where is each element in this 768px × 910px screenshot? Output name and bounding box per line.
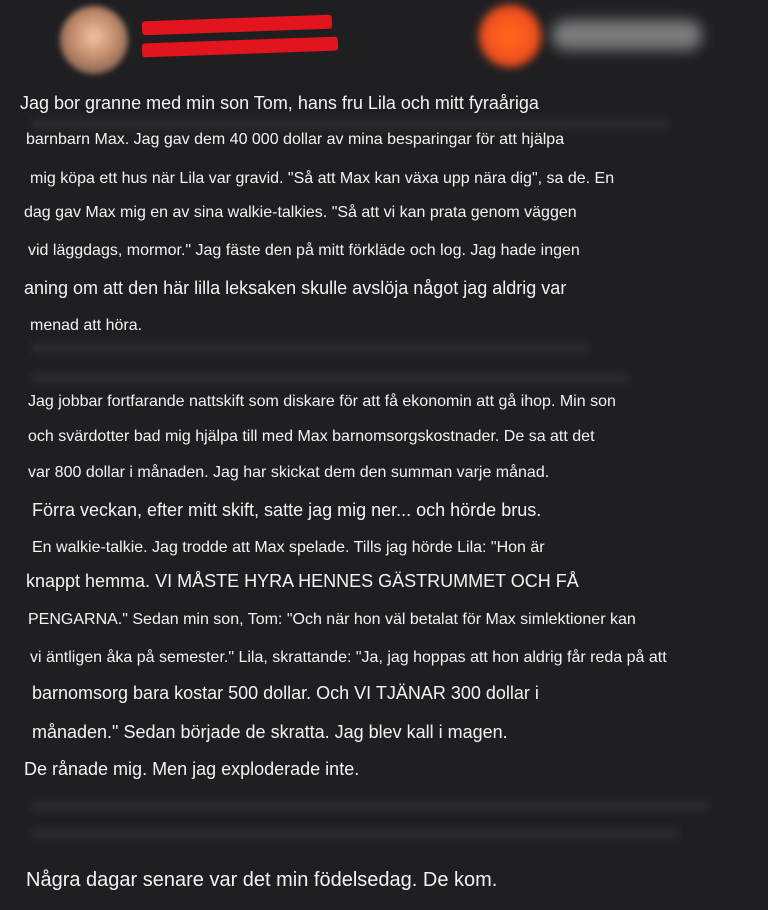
redaction-bar	[142, 37, 338, 58]
post-line: dag gav Max mig en av sina walkie-talkies. "Så att vi kan prata genom väggen	[24, 204, 577, 221]
post-line: och svärdotter bad mig hjälpa till med Max barnomsorgskostnader. De sa att det	[28, 428, 595, 445]
post-line: vi äntligen åka på semester." Lila, skrattande: "Ja, jag hoppas att hon aldrig får reda på att	[30, 649, 667, 666]
bleed-through-text	[30, 342, 590, 354]
post-line: månaden." Sedan började de skratta. Jag blev kall i magen.	[32, 722, 508, 742]
post-line: Jag bor granne med min son Tom, hans fru Lila och mitt fyraåriga	[20, 93, 539, 113]
post-line: Några dagar senare var det min födelsedag. De kom.	[26, 869, 498, 891]
bleed-through-text	[30, 372, 630, 384]
post-line: De rånade mig. Men jag exploderade inte.	[24, 759, 360, 779]
post-line: PENGARNA." Sedan min son, Tom: "Och när hon väl betalat för Max simlektioner kan	[28, 611, 636, 628]
avatar[interactable]	[60, 6, 128, 74]
post-line: vid läggdags, mormor." Jag fäste den på mitt förkläde och log. Jag hade ingen	[28, 242, 580, 259]
post-line: barnbarn Max. Jag gav dem 40 000 dollar av mina besparingar för att hjälpa	[26, 131, 565, 148]
brand-logo-icon	[478, 4, 542, 68]
redaction-bar	[142, 15, 332, 36]
post-line: En walkie-talkie. Jag trodde att Max spelade. Tills jag hörde Lila: "Hon är	[32, 539, 545, 556]
post-header	[0, 0, 768, 80]
post-line: barnomsorg bara kostar 500 dollar. Och VI TJÄNAR 300 dollar i	[32, 683, 539, 703]
post-line: var 800 dollar i månaden. Jag har skickat dem den summan varje månad.	[28, 464, 550, 481]
bleed-through-text	[30, 800, 710, 812]
bleed-through-text	[30, 118, 670, 130]
post-line: Jag jobbar fortfarande nattskift som diskare för att få ekonomin att gå ihop. Min son	[28, 393, 616, 410]
blurred-brand-name	[552, 20, 702, 50]
bleed-through-text	[30, 828, 680, 840]
post-line: aning om att den här lilla leksaken skulle avslöja något jag aldrig var	[24, 278, 567, 298]
post-line: knappt hemma. VI MÅSTE HYRA HENNES GÄSTRUMMET OCH FÅ	[26, 571, 579, 591]
redacted-username	[142, 16, 338, 60]
post-line: Förra veckan, efter mitt skift, satte jag mig ner... och hörde brus.	[32, 500, 542, 520]
post-line: mig köpa ett hus när Lila var gravid. "Så att Max kan växa upp nära dig", sa de. En	[30, 170, 615, 187]
post-line: menad att höra.	[30, 317, 143, 334]
